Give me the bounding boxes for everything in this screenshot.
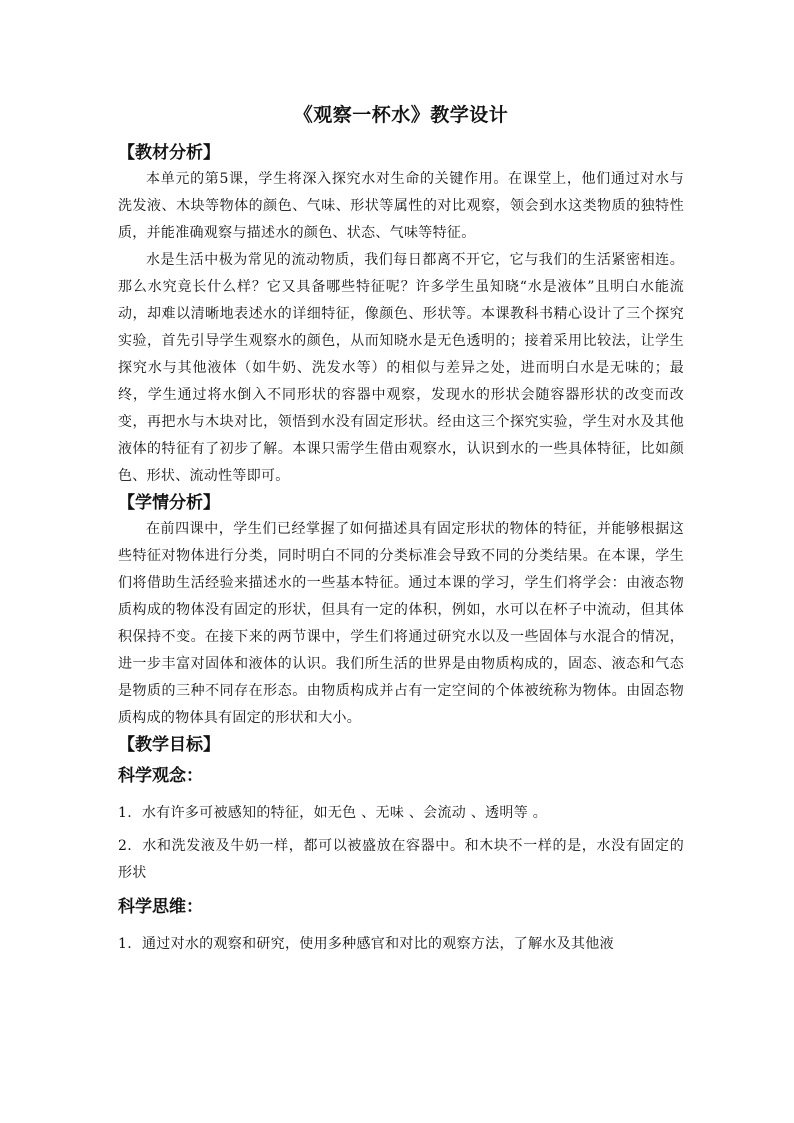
- paragraph: 在前四课中，学生们已经掌握了如何描述具有固定形状的物体的特征，并能够根据这些特征对物体进行分类，同时明白不同的分类标准会导致不同的分类结果。在本课，学生们将借助生活经验来描述水的一些基本特征。通过本课的学习，学生们将学会：由液态物质构成的物体没有固定的形状，但具有一定的体积，例如，水可以在杯子中流动，但其体积保持不变。在接下来的两节课中，学生们将通过研究水以及一些固体与水混合的情况，进一步丰富对固体和液体的认识。我们所生活的世界是由物质构成的，固态、液态和气态是物质的三种不同存在形态。由物质构成并占有一定空间的个体被统称为物体。由固态物质构成的物体具有固定的形状和大小。: [118, 521, 684, 726]
- list-item: [118, 931, 684, 958]
- list-item: [118, 800, 684, 827]
- document-body: [118, 100, 684, 964]
- list-item-number: 1.: [118, 936, 132, 952]
- section-teaching-goals: [118, 732, 684, 958]
- section-learner-analysis: [118, 490, 684, 732]
- subheading-science-thinking: 科学思维：: [118, 897, 203, 917]
- list-item-text: 通过对水的观察和研究，使用多种感官和对比的观察方法，了解水及其他液: [141, 936, 614, 952]
- document-title: 《观察一杯水》教学设计: [293, 104, 509, 126]
- section-heading: 【教材分析】: [118, 143, 220, 163]
- section-textbook-analysis: [118, 140, 684, 490]
- list-item-number: 1.: [118, 805, 132, 821]
- list-item-text: 水和洗发液及牛奶一样，都可以被盛放在容器中。和木块不一样的是，水没有固定的形状: [118, 838, 684, 881]
- list-item: [118, 833, 684, 887]
- list-item-number: 2.: [118, 838, 132, 854]
- section-heading: 【学情分析】: [118, 493, 220, 513]
- section-heading: 【教学目标】: [118, 735, 220, 755]
- list-item-text: 水有许多可被感知的特征，如无色 、无味 、会流动 、透明等 。: [141, 805, 548, 821]
- paragraph: 本单元的第5课，学生将深入探究水对生命的关键作用。在课堂上，他们通过对水与洗发液、木块等物体的颜色、气味、形状等属性的对比观察，领会到水这类物质的独特性质，并能准确观察与描述水的颜色、状态、气味等特征。: [118, 171, 684, 241]
- paragraph: 水是生活中极为常见的流动物质，我们每日都离不开它，它与我们的生活紧密相连。那么水究竟长什么样？它又具备哪些特征呢？许多学生虽知晓“水是液体”且明白水能流动，却难以清晰地表述水的详细特征，像颜色、形状等。本课教科书精心设计了三个探究实验，首先引导学生观察水的颜色，从而知晓水是无色透明的；接着采用比较法，让学生探究水与其他液体（如牛奶、洗发水等）的相似与差异之处，进而明白水是无味的；最终，学生通过将水倒入不同形状的容器中观察，发现水的形状会随容器形状的改变而改变，再把水与木块对比，领悟到水没有固定形状。经由这三个探究实验，学生对水及其他液体的特征有了初步了解。本课只需学生借由观察水，认识到水的一些具体特征，比如颜色、形状、流动性等即可。: [118, 252, 684, 484]
- subheading-science-concept: 科学观念：: [118, 766, 203, 786]
